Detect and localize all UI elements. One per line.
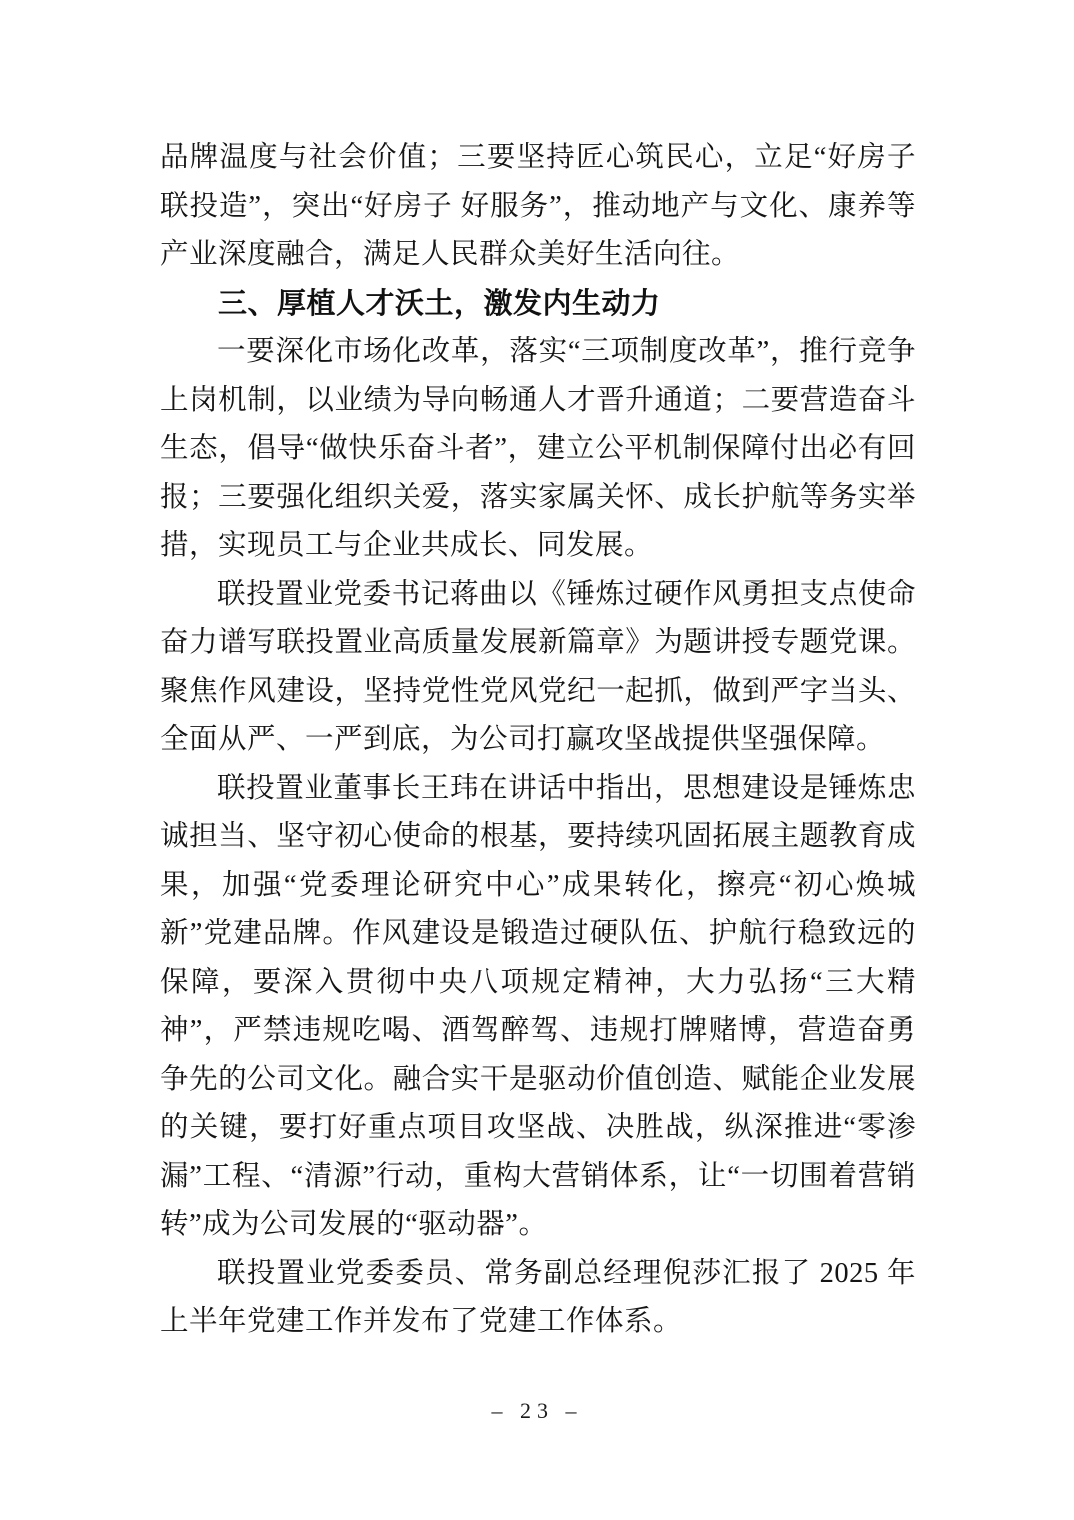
document-body bbox=[160, 134, 916, 1347]
section-heading: 三、厚植人才沃土，激发内生动力 bbox=[218, 287, 661, 320]
page-number: – 23 – bbox=[491, 1398, 583, 1423]
paragraph: 联投置业董事长王玮在讲话中指出，思想建设是锤炼忠诚担当、坚守初心使命的根基，要持续巩固拓展主题教育成果，加强“党委理论研究中心”成果转化，擦亮“初心焕城新”党建品牌。作风建设是锻造过硬队伍、护航行稳致远的保障，要深入贯彻中央八项规定精神，大力弘扬“三大精神”，严禁违规吃喝、酒驾醉驾、违规打牌赌博，营造奋勇争先的公司文化。融合实干是驱动价值创造、赋能企业发展的关键，要打好重点项目攻坚战、决胜战，纵深推进“零渗漏”工程、“清源”行动，重构大营销体系，让“一切围着营销转”成为公司发展的“驱动器”。 bbox=[160, 772, 916, 1240]
page-footer bbox=[0, 1398, 1074, 1424]
paragraph: 联投置业党委委员、常务副总经理倪莎汇报了 2025 年上半年党建工作并发布了党建工作体系。 bbox=[160, 1257, 916, 1337]
paragraph: 联投置业党委书记蒋曲以《锤炼过硬作风勇担支点使命 奋力谱写联投置业高质量发展新篇章》为题讲授专题党课。聚焦作风建设，坚持党性党风党纪一起抓，做到严字当头、全面从严、一严到底，为公司打赢攻坚战提供坚强保障。 bbox=[160, 578, 916, 755]
paragraph-continuation: 品牌温度与社会价值；三要坚持匠心筑民心，立足“好房子联投造”，突出“好房子 好服务”，推动地产与文化、康养等产业深度融合，满足人民群众美好生活向往。 bbox=[160, 142, 916, 270]
paragraph: 一要深化市场化改革，落实“三项制度改革”，推行竞争上岗机制，以业绩为导向畅通人才晋升通道；二要营造奋斗生态，倡导“做快乐奋斗者”，建立公平机制保障付出必有回报；三要强化组织关爱，落实家属关怀、成长护航等务实举措，实现员工与企业共成长、同发展。 bbox=[160, 336, 916, 561]
